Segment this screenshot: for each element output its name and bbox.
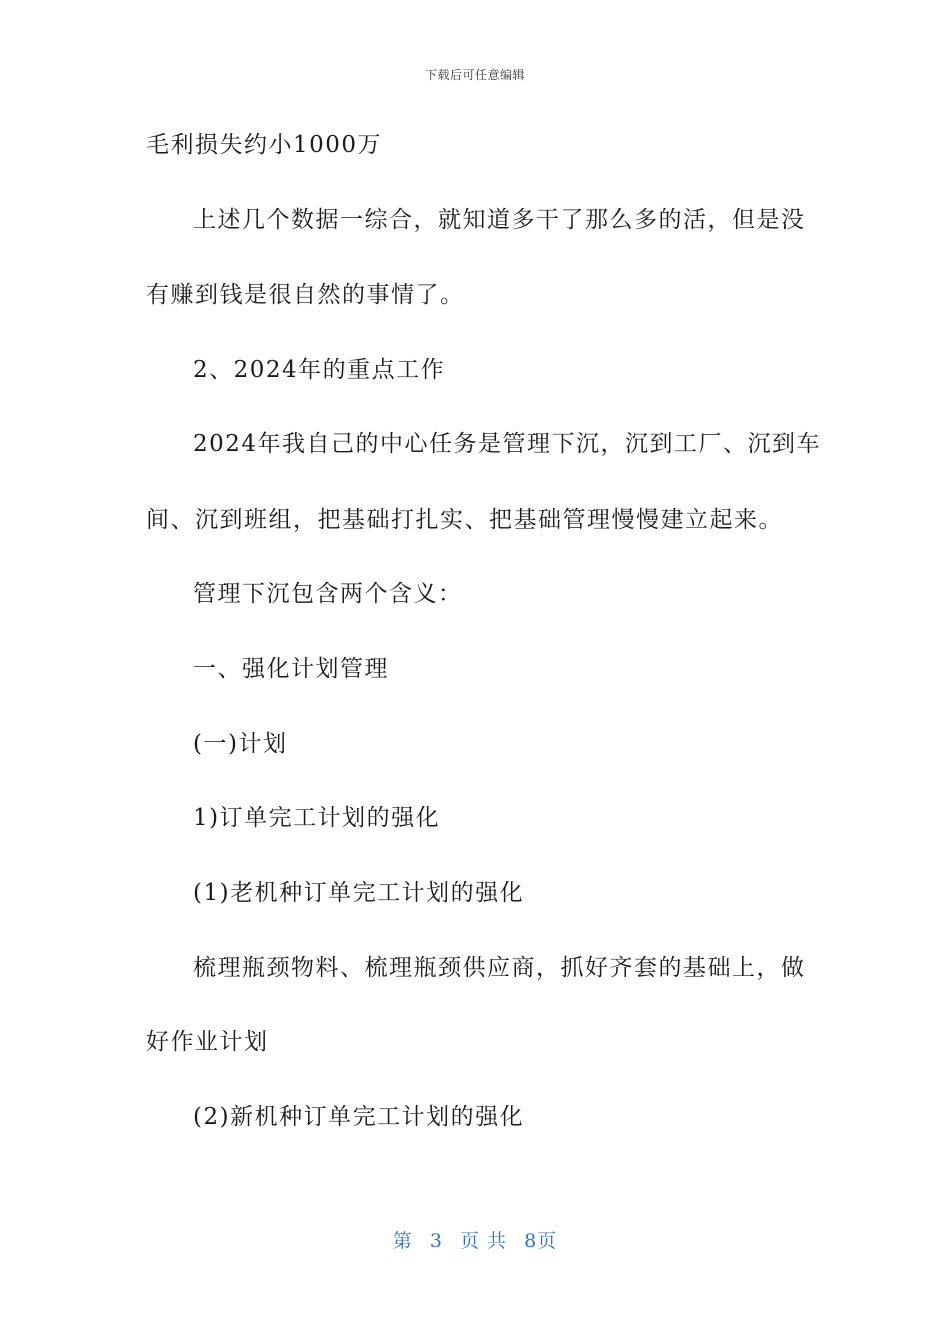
paragraph-line: 梳理瓶颈物料、梳理瓶颈供应商，抓好齐套的基础上，做 <box>193 955 806 981</box>
paragraph-line: 管理下沉包含两个含义： <box>193 581 463 607</box>
paragraph-line: 间、沉到班组，把基础打扎实、把基础管理慢慢建立起来。 <box>146 507 783 533</box>
paragraph-line: 2024年我自己的中心任务是管理下沉，沉到工厂、沉到车 <box>193 431 822 457</box>
footer-total-pages: 8页 <box>524 1230 558 1252</box>
page-footer <box>0 1226 950 1253</box>
footer-middle: 页 共 <box>460 1230 508 1252</box>
subsection-heading: (2)新机种订单完工计划的强化 <box>193 1104 525 1130</box>
paragraph-line: 有赚到钱是很自然的事情了。 <box>146 282 465 308</box>
footer-prefix: 第 <box>392 1230 413 1252</box>
footer-page-number: 3 <box>429 1230 443 1252</box>
subsection-heading: (一)计划 <box>193 731 288 757</box>
section-heading: 2、2024年的重点工作 <box>193 357 446 383</box>
paragraph-line: 毛利损失约小1000万 <box>146 132 383 158</box>
subsection-heading: (1)老机种订单完工计划的强化 <box>193 880 525 906</box>
subsection-heading: 1)订单完工计划的强化 <box>193 805 441 831</box>
page-header: 下载后可任意编辑 <box>424 68 525 82</box>
paragraph-line: 好作业计划 <box>146 1029 269 1055</box>
section-heading: 一、强化计划管理 <box>193 656 389 682</box>
paragraph-line: 上述几个数据一综合，就知道多干了那么多的活，但是没 <box>193 207 806 233</box>
